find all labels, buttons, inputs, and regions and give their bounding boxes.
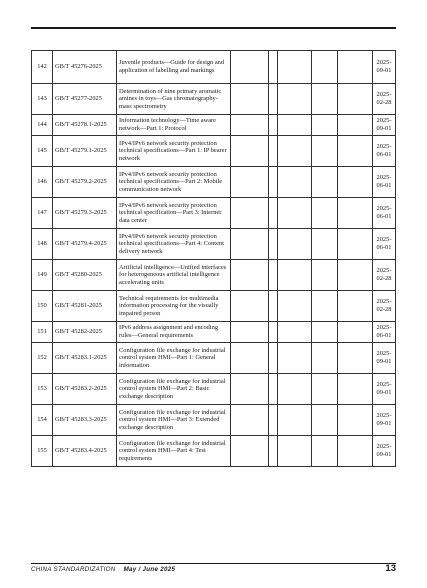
empty-cell: [278, 322, 312, 343]
empty-cell: [269, 405, 278, 436]
standard-title: Configuration file exchange for industrial control system HMI—Part 2: Basic exchange description: [117, 374, 231, 405]
table-row: [32, 229, 396, 260]
implementation-date: 2025-09-01: [373, 51, 396, 84]
implementation-date: 2025-09-01: [373, 343, 396, 374]
empty-cell: [231, 51, 269, 84]
standard-code: GB/T 45281-2025: [53, 291, 117, 322]
empty-cell: [278, 291, 312, 322]
empty-cell: [338, 291, 373, 322]
standard-code: GB/T 45283.3-2025: [53, 405, 117, 436]
empty-cell: [338, 136, 373, 167]
page-number: 13: [385, 563, 396, 574]
empty-cell: [278, 51, 312, 84]
row-number: 146: [32, 167, 53, 198]
empty-cell: [278, 343, 312, 374]
empty-cell: [312, 229, 338, 260]
empty-cell: [269, 343, 278, 374]
row-number: 149: [32, 260, 53, 291]
table-row: [32, 322, 396, 343]
empty-cell: [269, 198, 278, 229]
row-number: 151: [32, 322, 53, 343]
table-row: [32, 167, 396, 198]
empty-cell: [231, 374, 269, 405]
empty-cell: [338, 51, 373, 84]
table-body: [32, 51, 396, 467]
empty-cell: [312, 343, 338, 374]
row-number: 155: [32, 436, 53, 467]
empty-cell: [269, 51, 278, 84]
table-row: [32, 115, 396, 136]
table-row: [32, 374, 396, 405]
standard-code: GB/T 45283.1-2025: [53, 343, 117, 374]
standard-code: GB/T 45280-2025: [53, 260, 117, 291]
row-number: 150: [32, 291, 53, 322]
table-row: [32, 136, 396, 167]
standard-code: GB/T 45279.1-2025: [53, 136, 117, 167]
empty-cell: [312, 436, 338, 467]
row-number: 148: [32, 229, 53, 260]
table-row: [32, 51, 396, 84]
standard-title: IPv4/IPv6 network security protection technical specifications—Part 4: Content delivery network: [117, 229, 231, 260]
standard-title: Technical requirements for multimedia information processing for the visually impaired person: [117, 291, 231, 322]
empty-cell: [338, 322, 373, 343]
footer-rule: [31, 563, 396, 564]
empty-cell: [269, 115, 278, 136]
empty-cell: [278, 84, 312, 115]
empty-cell: [278, 136, 312, 167]
row-number: 143: [32, 84, 53, 115]
empty-cell: [231, 229, 269, 260]
table-row: [32, 84, 396, 115]
empty-cell: [312, 374, 338, 405]
standard-code: GB/T 45282-2025: [53, 322, 117, 343]
implementation-date: 2025-06-01: [373, 198, 396, 229]
empty-cell: [312, 322, 338, 343]
row-number: 154: [32, 405, 53, 436]
standard-code: GB/T 45276-2025: [53, 51, 117, 84]
empty-cell: [269, 374, 278, 405]
row-number: 152: [32, 343, 53, 374]
top-rule: [31, 27, 396, 29]
empty-cell: [278, 374, 312, 405]
empty-cell: [338, 84, 373, 115]
empty-cell: [269, 436, 278, 467]
empty-cell: [338, 260, 373, 291]
empty-cell: [278, 260, 312, 291]
implementation-date: 2025-09-01: [373, 436, 396, 467]
row-number: 147: [32, 198, 53, 229]
empty-cell: [269, 291, 278, 322]
empty-cell: [312, 167, 338, 198]
empty-cell: [231, 198, 269, 229]
implementation-date: 2025-06-01: [373, 229, 396, 260]
standard-title: IPv6 address assignment and encoding rules—General requirements: [117, 322, 231, 343]
empty-cell: [278, 229, 312, 260]
empty-cell: [231, 260, 269, 291]
standard-title: IPv4/IPv6 network security protection technical specifications—Part 1: IP bearer network: [117, 136, 231, 167]
empty-cell: [338, 343, 373, 374]
empty-cell: [338, 405, 373, 436]
empty-cell: [312, 51, 338, 84]
table-row: [32, 436, 396, 467]
empty-cell: [269, 322, 278, 343]
empty-cell: [338, 436, 373, 467]
implementation-date: 2025-02-28: [373, 291, 396, 322]
standard-title: IPv4/IPv6 network security protection technical specification—Part 3: Internet data center: [117, 198, 231, 229]
standard-title: IPv4/IPv6 network security protection technical specifications—Part 2: Mobile communication network: [117, 167, 231, 198]
empty-cell: [338, 115, 373, 136]
standard-code: GB/T 45278.1-2025: [53, 115, 117, 136]
table-row: [32, 291, 396, 322]
empty-cell: [312, 405, 338, 436]
footer-publication: [31, 566, 175, 573]
empty-cell: [338, 374, 373, 405]
standard-title: Juvenile products—Guide for design and application of labelling and markings: [117, 51, 231, 84]
empty-cell: [231, 436, 269, 467]
standard-code: GB/T 45279.4-2025: [53, 229, 117, 260]
empty-cell: [269, 260, 278, 291]
implementation-date: 2025-06-01: [373, 136, 396, 167]
issue-date: May / June 2025: [123, 566, 176, 573]
standard-code: GB/T 45279.2-2025: [53, 167, 117, 198]
empty-cell: [338, 229, 373, 260]
empty-cell: [278, 436, 312, 467]
empty-cell: [312, 115, 338, 136]
empty-cell: [269, 229, 278, 260]
empty-cell: [312, 84, 338, 115]
empty-cell: [231, 84, 269, 115]
table-row: [32, 343, 396, 374]
empty-cell: [278, 405, 312, 436]
empty-cell: [231, 405, 269, 436]
standard-title: Determination of nine primary aromatic amines in toys—Gas chromatography-mass spectrometry: [117, 84, 231, 115]
implementation-date: 2025-02-28: [373, 260, 396, 291]
empty-cell: [269, 136, 278, 167]
empty-cell: [278, 115, 312, 136]
standard-code: GB/T 45283.2-2025: [53, 374, 117, 405]
empty-cell: [338, 198, 373, 229]
implementation-date: 2025-06-01: [373, 167, 396, 198]
empty-cell: [278, 198, 312, 229]
table-row: [32, 405, 396, 436]
standards-table: [31, 50, 396, 467]
publication-name: CHINA STANDARDIZATION: [31, 566, 116, 573]
implementation-date: 2025-09-01: [373, 115, 396, 136]
empty-cell: [278, 167, 312, 198]
empty-cell: [312, 136, 338, 167]
row-number: 142: [32, 51, 53, 84]
standard-code: GB/T 45279.3-2025: [53, 198, 117, 229]
row-number: 144: [32, 115, 53, 136]
empty-cell: [231, 343, 269, 374]
row-number: 145: [32, 136, 53, 167]
standard-title: Configuration file exchange for industrial control system HMI—Part 4: Test requirements: [117, 436, 231, 467]
implementation-date: 2025-09-01: [373, 374, 396, 405]
empty-cell: [231, 322, 269, 343]
implementation-date: 2025-09-01: [373, 405, 396, 436]
empty-cell: [231, 167, 269, 198]
standard-code: GB/T 45277-2025: [53, 84, 117, 115]
standard-title: Information technology—Time aware network—Part 1: Protocol: [117, 115, 231, 136]
table-row: [32, 260, 396, 291]
empty-cell: [231, 291, 269, 322]
table-row: [32, 198, 396, 229]
empty-cell: [312, 291, 338, 322]
standard-title: Configuration file exchange for industrial control system HMI—Part 1: General information: [117, 343, 231, 374]
implementation-date: 2025-06-01: [373, 322, 396, 343]
implementation-date: 2025-02-28: [373, 84, 396, 115]
empty-cell: [231, 136, 269, 167]
empty-cell: [231, 115, 269, 136]
empty-cell: [269, 84, 278, 115]
standard-code: GB/T 45283.4-2025: [53, 436, 117, 467]
standard-title: Artificial intelligence—Unified interfaces for heterogeneous artificial intelligence accelerating units: [117, 260, 231, 291]
empty-cell: [312, 260, 338, 291]
row-number: 153: [32, 374, 53, 405]
standard-title: Configuration file exchange for industrial control system HMI—Part 3: Extended exchange description: [117, 405, 231, 436]
empty-cell: [312, 198, 338, 229]
empty-cell: [269, 167, 278, 198]
empty-cell: [338, 167, 373, 198]
